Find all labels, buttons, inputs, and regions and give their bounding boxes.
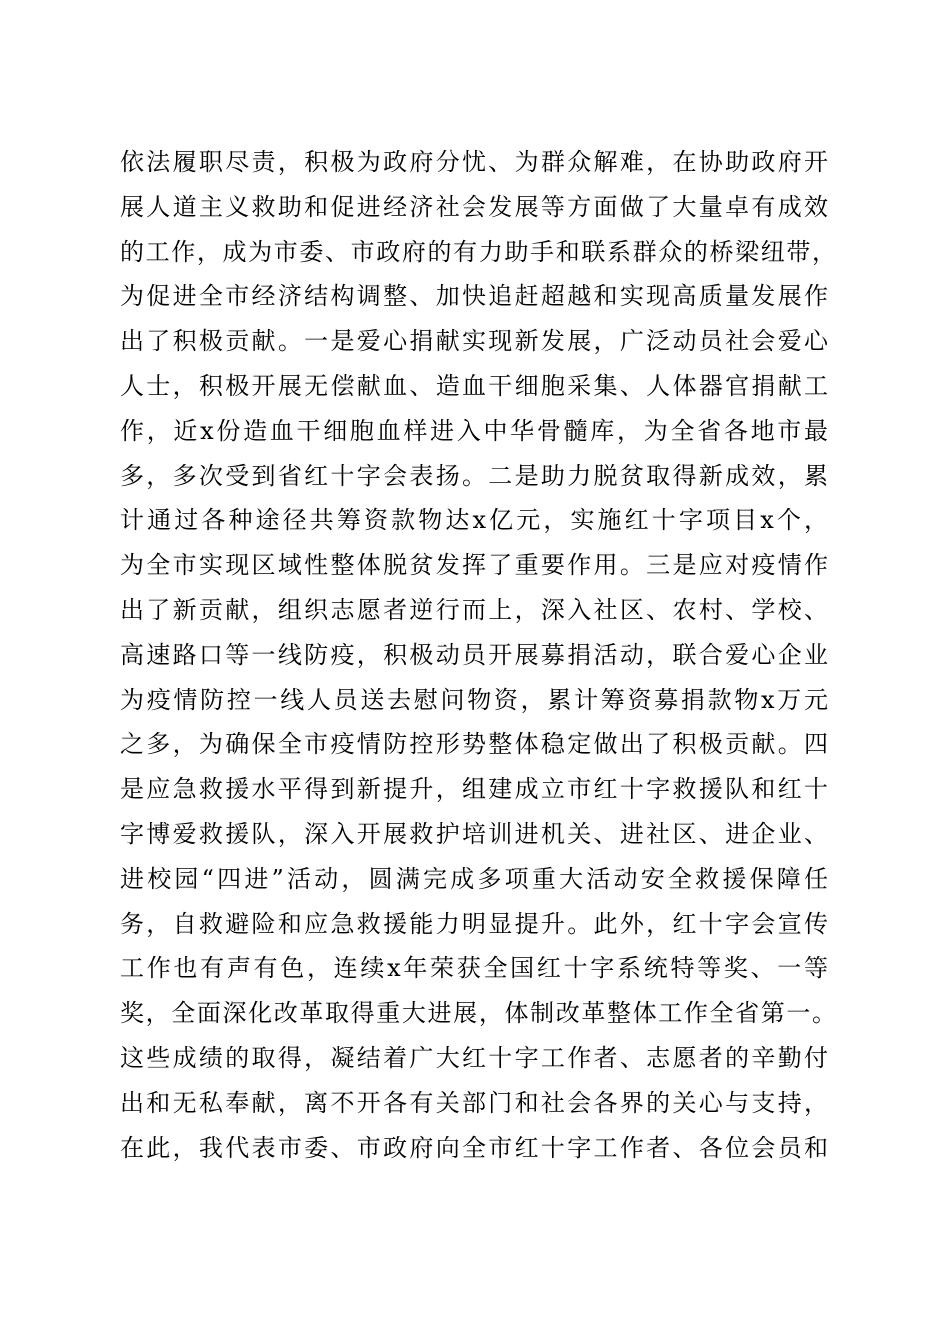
text-line: 人士，积极开展无偿献血、造血干细胞采集、人体器官捐献工 [120, 371, 828, 400]
text-line: 高速路口等一线防疫，积极动员开展募捐活动，联合爱心企业 [120, 640, 828, 669]
text-line: 出了积极贡献。一是爱心捐献实现新发展，广泛动员社会爱心 [120, 327, 828, 356]
text-line: 的工作，成为市委、市政府的有力助手和联系群众的桥梁纽带， [120, 237, 836, 266]
text-line: 为全市实现区域性整体脱贫发挥了重要作用。三是应对疫情作 [120, 551, 828, 580]
text-line: 之多，为确保全市疫情防控形势整体稳定做出了积极贡献。四 [120, 730, 828, 759]
body-paragraph [120, 140, 836, 1170]
text-line: 字博爱救援队，深入开展救护培训进机关、进社区、进企业、 [120, 819, 828, 848]
text-line: 为促进全市经济结构调整、加快追赶超越和实现高质量发展作 [120, 282, 828, 311]
text-line: 出了新贡献，组织志愿者逆行而上，深入社区、农村、学校、 [120, 595, 828, 624]
text-line: 作，近x份造血干细胞血样进入中华骨髓库，为全省各地市最 [120, 416, 828, 445]
text-line: 为疫情防控一线人员送去慰问物资，累计筹资募捐款物x万元 [120, 685, 828, 714]
text-line: 进校园“四进”活动，圆满完成多项重大活动安全救援保障任 [120, 864, 828, 893]
text-line: 工作也有声有色，连续x年荣获全国红十字系统特等奖、一等 [120, 954, 828, 983]
text-line: 是应急救援水平得到新提升，组建成立市红十字救援队和红十 [120, 775, 828, 804]
text-line: 奖，全面深化改革取得重大进展，体制改革整体工作全省第一。 [120, 999, 836, 1028]
text-line: 计通过各种途径共筹资款物达x亿元，实施红十字项目x个， [120, 506, 828, 535]
text-line: 出和无私奉献，离不开各有关部门和社会各界的关心与支持， [120, 1088, 828, 1117]
text-line: 这些成绩的取得，凝结着广大红十字工作者、志愿者的辛勤付 [120, 1043, 828, 1072]
text-line: 务，自救避险和应急救援能力明显提升。此外，红十字会宣传 [120, 909, 828, 938]
text-line: 依法履职尽责，积极为政府分忧、为群众解难，在协助政府开 [120, 148, 828, 176]
text-line: 多，多次受到省红十字会表扬。二是助力脱贫取得新成效，累 [120, 461, 828, 490]
text-line: 在此，我代表市委、市政府向全市红十字工作者、各位会员和 [120, 1133, 828, 1162]
text-line: 展人道主义救助和促进经济社会发展等方面做了大量卓有成效 [120, 192, 828, 221]
